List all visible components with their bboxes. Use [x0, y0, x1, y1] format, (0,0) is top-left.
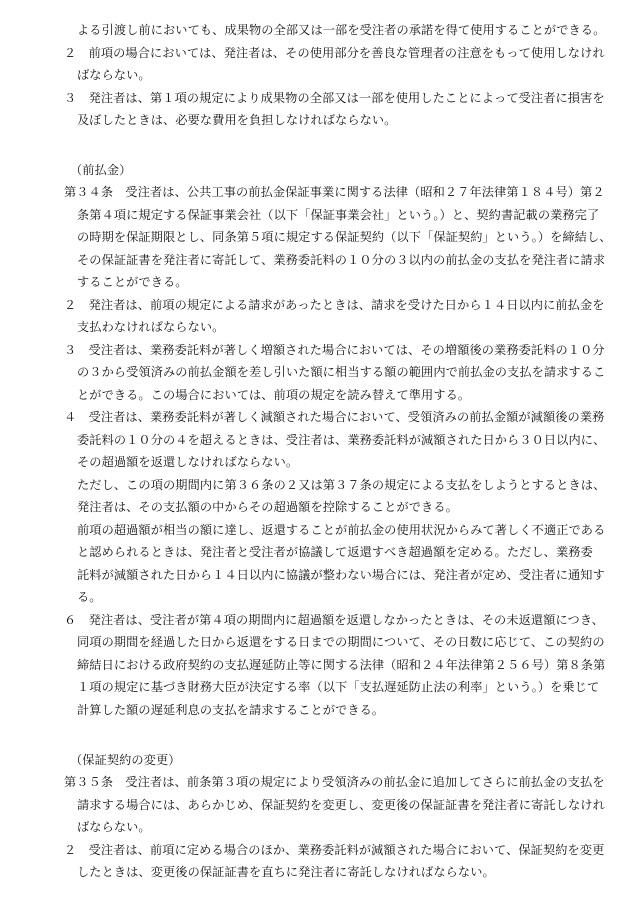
text-line: ６ 発注者は、受注者が第４項の期間内に超過額を返還しなかったときは、その未返還額につき、: [64, 613, 604, 627]
text-line: その保証証書を発注者に寄託して、業務委託料の１０分の３以内の前払金の支払を発注者に請求: [77, 253, 606, 267]
text-line: ３ 発注者は、第１項の規定により成果物の全部又は一部を使用したことによって受注者に損害を: [64, 91, 605, 105]
text-line: の時期を保証期限とし、同条第５項に規定する保証契約（以下「保証契約」という。）を締結し、: [77, 230, 612, 244]
text-line: することができる。: [77, 275, 188, 289]
section-heading: （前払金）: [70, 163, 132, 177]
text-line: 計算した額の遅延利息の支払を請求することができる。: [77, 703, 385, 717]
text-line: したときは、変更後の保証証書を直ちに発注者に寄託しなければならない。: [77, 865, 495, 879]
article-heading-line: 第３４条 受注者は、公共工事の前払金保証事業に関する法律（昭和２７年法律第１８４号）第２: [64, 185, 605, 199]
text-line: とができる。この場合においては、前項の規定を読み替えて準用する。: [77, 388, 471, 402]
text-line: ばならない。: [77, 68, 151, 82]
text-line: 託料が減額された日から１４日以内に協議が整わない場合には、発注者が定め、受注者に通知す: [77, 568, 605, 582]
text-line: 支払わなければならない。: [77, 320, 225, 334]
text-line: ２ 発注者は、前項の規定による請求があったときは、請求を受けた日から１４日以内に前払金を: [64, 298, 605, 312]
text-line: 請求する場合には、あらかじめ、保証契約を変更し、変更後の保証証書を発注者に寄託しなけれ: [77, 798, 605, 812]
text-line: ばならない。: [77, 820, 151, 834]
text-line: ２ 前項の場合においては、発注者は、その使用部分を善良な管理者の注意をもって使用しなけれ: [64, 46, 605, 60]
text-line: の３から受領済みの前払金額を差し引いた額に相当する額の範囲内で前払金の支払を請求するこ: [77, 365, 606, 379]
text-line: よる引渡し前においても、成果物の全部又は一部を受注者の承諾を得て使用することができる。: [77, 23, 606, 37]
text-line: 及ぼしたときは、必要な費用を負担しなければならない。: [77, 113, 397, 127]
section-heading: （保証契約の変更）: [70, 753, 181, 767]
text-line: と認められるときは、発注者と受注者が協議して返還すべき超過額を定める。ただし、業務委: [77, 545, 593, 559]
text-line: 委託料の１０分の４を超えるときは、受注者は、業務委託料が減額された日から３０日以内に、: [77, 433, 606, 447]
text-line: ただし、この項の期間内に第３６条の２又は第３７条の規定による支払をしようとするときは、: [77, 478, 606, 492]
text-line: その超過額を返還しなければならない。: [77, 455, 299, 469]
text-line: 条第４項に規定する保証事業会社（以下「保証事業会社」という。）と、契約書記載の業務完了: [77, 208, 600, 222]
text-line: 発注者は、その支払額の中からその超過額を控除することができる。: [77, 500, 458, 514]
text-line: る。: [77, 590, 102, 604]
text-line: １項の規定に基づき財務大臣が決定する率（以下「支払遅延防止法の利率」という。）を乗じて: [77, 680, 600, 694]
text-line: ２ 受注者は、前項に定める場合のほか、業務委託料が減額された場合において、保証契約を変更: [64, 843, 605, 857]
text-line: 前項の超過額が相当の額に達し、返還することが前払金の使用状況からみて著しく不適正である: [77, 523, 606, 537]
text-line: ４ 受注者は、業務委託料が著しく減額された場合において、受領済みの前払金額が減額後の業務: [64, 410, 605, 424]
article-heading-line: 第３５条 受注者は、前条第３項の規定により受領済みの前払金に追加してさらに前払金の支払を: [64, 775, 605, 789]
text-line: ３ 受注者は、業務委託料が著しく増額された場合においては、その増額後の業務委託料の１０分: [64, 343, 605, 357]
text-line: 締結日における政府契約の支払遅延防止等に関する法律（昭和２４年法律第２５６号）第８条第: [77, 658, 606, 672]
text-line: 同項の期間を経過した日から返還をする日までの期間について、その日数に応じて、この契約の: [77, 635, 605, 649]
